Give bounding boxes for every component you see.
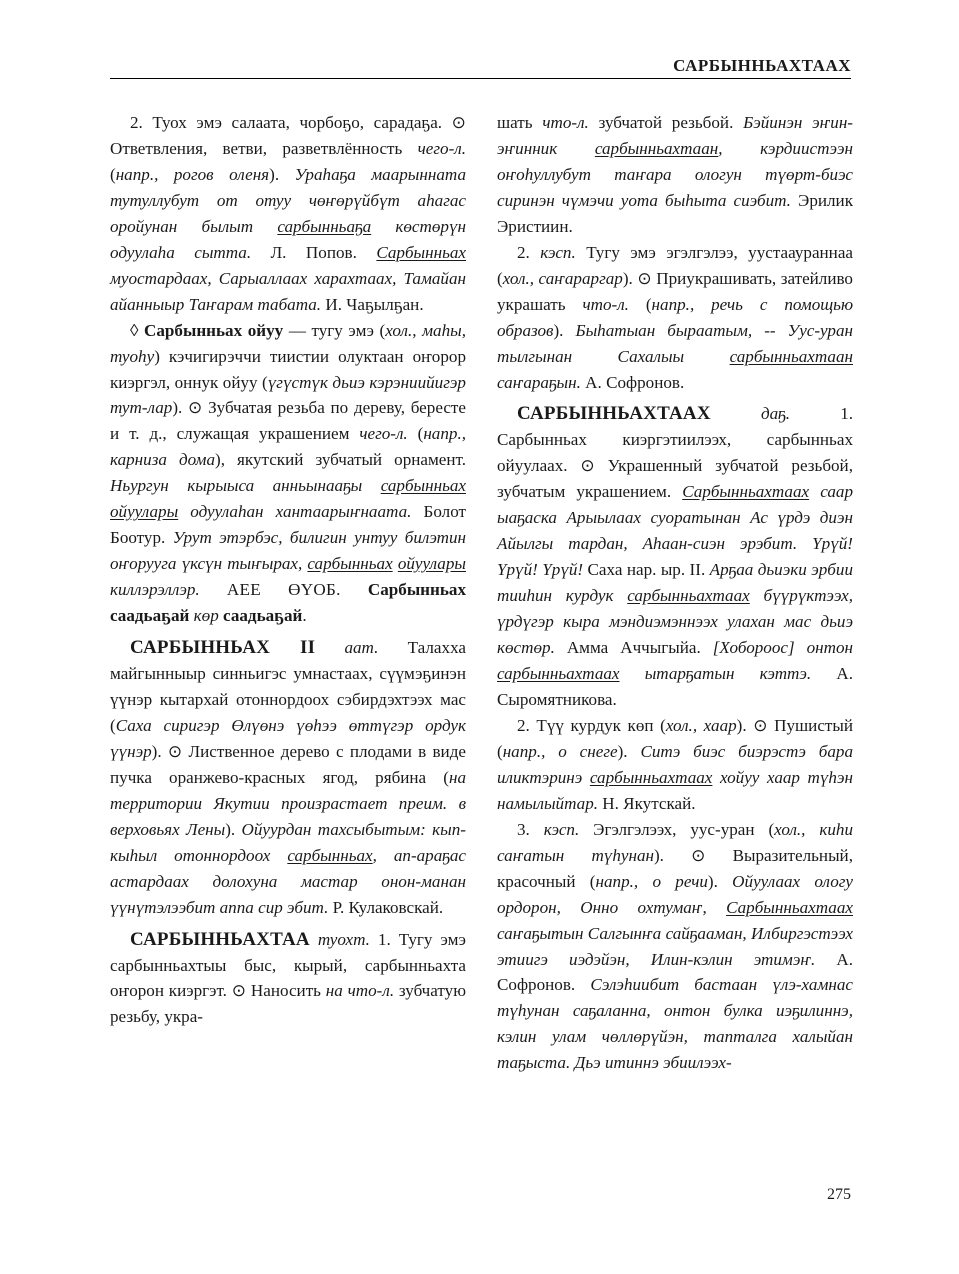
example: Ураһаҕа маарынната тутуллубут от отуу чөҥөрүйбүт аһагас оройунан былыт (110, 164, 466, 236)
translation: Лиственное дерево с плодами в виде пучка оранжево-красных ягод, рябина ( (110, 741, 466, 787)
example-source: А. Софронов. (580, 372, 685, 392)
sense-number: 3. (517, 819, 530, 839)
example-keyword: сарбынньаҕа (277, 216, 372, 236)
grammar-note: чего-л. (359, 424, 408, 444)
translation: ( (110, 164, 116, 184)
definition: 1. Тугу эмэ сарбынньахтыы быс, кырый, сарбынньахта оҥорон киэргэт. (110, 929, 466, 1001)
entry-continuation (497, 110, 853, 240)
example-keyword: сарбынньахтаах (497, 664, 620, 684)
translation: ). (225, 819, 242, 839)
headword: САРБЫННЬАХТААХ (517, 403, 711, 425)
definition: Эгэлгэлээх, уус-уран ( (579, 819, 775, 839)
translation: ). (617, 741, 641, 761)
usage-note: напр., рогов оленя (115, 164, 270, 184)
example-source: Н. Якутскай. (598, 793, 696, 813)
entry (497, 401, 853, 712)
translation: Выразительный, красочный ( (497, 845, 853, 891)
usage-note: напр., речь с помощью образов (497, 294, 853, 340)
part-of-speech: туохт. (309, 929, 370, 949)
example: Ойуулаах ологу ордорон, Онно охтумаҥ, (497, 871, 853, 917)
example-source: А. Сыромятникова. (497, 664, 853, 709)
example: , ап-араҕас астардаах долохуна мастар онон-манан үүнүтэлээбит аппа сир эбит. (110, 845, 467, 917)
example: муостардаах, Сарыаллаах харахтаах, Тамайан айанныыр Таҥарам табата. (110, 268, 466, 314)
translation: зубчатой резьбой. (588, 113, 744, 132)
example-source: А. Софронов. (497, 949, 853, 995)
translation: зубчатую резьбу, укра- (110, 981, 466, 1027)
translation: Ответвления, ветви, разветвлённость (110, 138, 418, 158)
translation: ). (553, 320, 576, 340)
usage-note: напр., карниза дома (110, 424, 466, 470)
headword: САРБЫННЬАХ II (130, 637, 316, 659)
definition: ). (736, 715, 754, 735)
translation-marker-icon: ⊙ (691, 845, 706, 865)
example: Ойуурдан тахсыбытым: кып-кыһыл отоннордоох (110, 819, 466, 865)
translation: ). (269, 164, 295, 184)
translation-marker-icon: ⊙ (167, 741, 183, 761)
example-keyword: ойуулары (397, 554, 466, 574)
definition: Түү курдук көп ( (529, 715, 666, 735)
style-label: кэсп. (529, 242, 576, 262)
usage-note: үгүстүк дьиэ кэрэниийигэр тут-лар (110, 372, 466, 418)
example: Сэлэһиибит бастаан үлэ-хамнас түһунан саҕаланна, онтон булка иэҕилиннэ, кэлин улам чөллөрүйэн, тапталга халыйан таҕыста. Дьэ итиннэ эбиилээх- (497, 975, 853, 1073)
example-source: И. Чаҕылҕан. (321, 294, 424, 314)
usage-note: напр., о речи (595, 871, 708, 891)
usage-note: напр., о снеге (502, 741, 618, 761)
definition: ) кэчигирэччи тиистии олуктаан оҥорор киэргэл, оннук ойуу ( (110, 346, 466, 392)
definition: ). (172, 398, 189, 418)
subentry-term: Сарбынньах саадьаҕай (110, 580, 466, 626)
subentry-term: Сарбынньах ойуу (144, 320, 284, 340)
example: хойуу хаар түһэн намылыйтар. (497, 767, 853, 813)
example: Арҕаа дьиэки эрбии тииһин курдук (497, 560, 853, 606)
header-rule (110, 78, 851, 79)
cross-reference-target: саадьаҕай (223, 606, 303, 626)
translation-marker-icon: ⊙ (231, 981, 247, 1001)
translation: Украшенный зубчатой резьбой, зубчатым украшением. (497, 456, 853, 502)
punctuation: . (302, 606, 307, 626)
example: ытарҕатын кэттэ. (619, 664, 812, 684)
example-source: Амма Аччыгыйа. (554, 638, 713, 658)
entry (110, 635, 466, 920)
example-keyword: сарбынньахтаан (594, 138, 719, 158)
example-keyword: сарбынньах (380, 476, 466, 496)
headword: САРБЫННЬАХТАА (130, 928, 310, 950)
grammar-note: что-л. (542, 113, 589, 132)
translation: Наносить (246, 981, 326, 1001)
style-label: кэсп. (529, 819, 580, 839)
example-keyword: ойуулары (110, 502, 179, 522)
translation: Приукрашивать, затейливо украшать (497, 268, 853, 314)
example: көстөрүн одуулаһа сытта. (110, 216, 466, 262)
translation: ), якутский зубчатый орнамент. (215, 450, 466, 470)
example: киллэрэллэр. (110, 580, 200, 600)
example-keyword: Сарбынньахтаах (682, 482, 810, 502)
entry-sense (497, 713, 853, 817)
example: Ньургун кырыыса анньынааҕы (110, 476, 381, 496)
example-keyword: сарбынньахтаах (589, 767, 713, 787)
grammar-note: на что-л. (325, 981, 395, 1001)
example-keyword: сарбынньахтаах (627, 586, 750, 606)
translation-marker-icon: ⊙ (188, 398, 203, 418)
example: бүүрүктээх, үрдүгэр кыра мэндиэмэннээх улахан мас дьиэ көстөр. (497, 586, 853, 658)
usage-note: Саха сиригэр Өлүөнэ үөһээ өттүгэр ордук үүнэр (110, 715, 466, 761)
example-source: Эрилик Эристиин. (497, 190, 853, 236)
translation-marker-icon: ⊙ (451, 113, 466, 132)
sense-number: 2. (130, 113, 143, 132)
definition: ). (622, 268, 638, 288)
left-column (110, 110, 466, 1030)
example: одуулаһан хантаарыҥнаата. (178, 502, 412, 522)
example: Быһатыан быраатым, -- Уус-уран тылгынан Сахалыы (497, 320, 853, 366)
definition: 1. Сарбынньах киэргэтиилээх, сарбынньах ойуулаах. (497, 404, 854, 476)
entry-sense (497, 240, 853, 396)
example: саҥаҕытын Салгынҥа сайҕааман, Илбиргэстээх этиигэ иэдэйэн, Илин-кэлин этимэҥ. (497, 923, 853, 969)
definition: ). (653, 845, 692, 865)
example-source: Саха нар. ыр. II. (583, 560, 710, 580)
definition: Тугу эмэ эгэлгэлээ, уустааураннаа ( (497, 242, 854, 288)
translation: шать (497, 113, 543, 132)
translation-marker-icon: ⊙ (580, 456, 595, 476)
translation: ( (628, 294, 652, 314)
example-source: Болот Боотур. (110, 502, 466, 548)
usage-note: на территории Якутии произрастает преим. в верховьях Лены (110, 767, 466, 839)
translation: Зубчатая резьба по дереву, бересте и т. д., служащая украшением (110, 398, 466, 444)
example-keyword: сарбынньах (307, 554, 393, 574)
part-of-speech: аат. (315, 638, 379, 658)
usage-note: хол., маһы, туоһу (110, 320, 466, 366)
translation: ( (407, 424, 424, 444)
example: Бэйинэн эҥин-эҥинник (497, 113, 853, 158)
sense-number: 2. (517, 715, 530, 735)
example: саҥараҕын. (497, 372, 581, 392)
example-source: Р. Кулаковскай. (328, 897, 444, 917)
definition: Туох эмэ салаата, чорбоҕо, сарадаҕа. (142, 113, 452, 132)
translation-marker-icon: ⊙ (637, 268, 652, 288)
translation: ). (707, 871, 733, 891)
translation: Пушистый ( (497, 715, 854, 761)
example-source: АЕЕ ӨҮОБ. (199, 580, 368, 600)
sense-number: 2. (517, 242, 530, 262)
diamond-icon: ◊ (130, 320, 145, 340)
grammar-note: что-л. (582, 294, 629, 314)
usage-note: хол., саҥараргар (502, 268, 623, 288)
right-column (497, 110, 853, 1076)
entry (110, 927, 466, 1031)
example: [Хобороос] онтон (712, 638, 853, 658)
entry-sense (497, 817, 853, 1077)
grammar-note: чего-л. (417, 138, 466, 158)
part-of-speech: даҕ. (710, 404, 791, 424)
cross-reference-label: көр (189, 606, 224, 626)
example: Урут этэрбэс, билигин унтуу билэтин оҥоруугa үксүн тыҥырах, (110, 528, 466, 574)
example-keyword: Сарбынньахтаах (726, 897, 853, 917)
example: , кэрдиистээн оҥоһуллубут таҥара ологун түөрт-биэс сиринэн чүмэчи уота быһыта сиэбит. (497, 138, 854, 210)
page-number: 275 (827, 1186, 851, 1203)
entry-idiom (110, 318, 466, 629)
example-keyword: Сарбынньах (376, 242, 467, 262)
example-keyword: сарбынньахтаан (729, 346, 853, 366)
definition: — тугу эмэ ( (283, 320, 386, 340)
example: Ситэ биэс биэрэстэ бара иликтэринэ (497, 741, 853, 787)
example-keyword: сарбынньах (287, 845, 373, 865)
example: саар ыаҕаска Арыылаах суоратынан Ас үрдэ диэн Айылгы тардан, Аһаан-сиэн эрэбит. Үрүй! Үрүй! Үрүй! (497, 482, 854, 580)
translation-marker-icon: ⊙ (753, 715, 768, 735)
running-head: САРБЫННЬАХТААХ (673, 56, 851, 75)
usage-note: хол., киһи саҥатын түһунан (497, 819, 853, 865)
example-source: Л. Попов. (251, 242, 377, 262)
definition: Талахха майгынныыр синньигэс умнастаах, сүүмэҕинэн үүнэр кытархай отоннордоох сэбирдэхтээх мас ( (110, 638, 466, 735)
definition: ). (151, 741, 168, 761)
usage-note: хол., хаар (665, 715, 737, 735)
entry-sense (110, 110, 466, 318)
